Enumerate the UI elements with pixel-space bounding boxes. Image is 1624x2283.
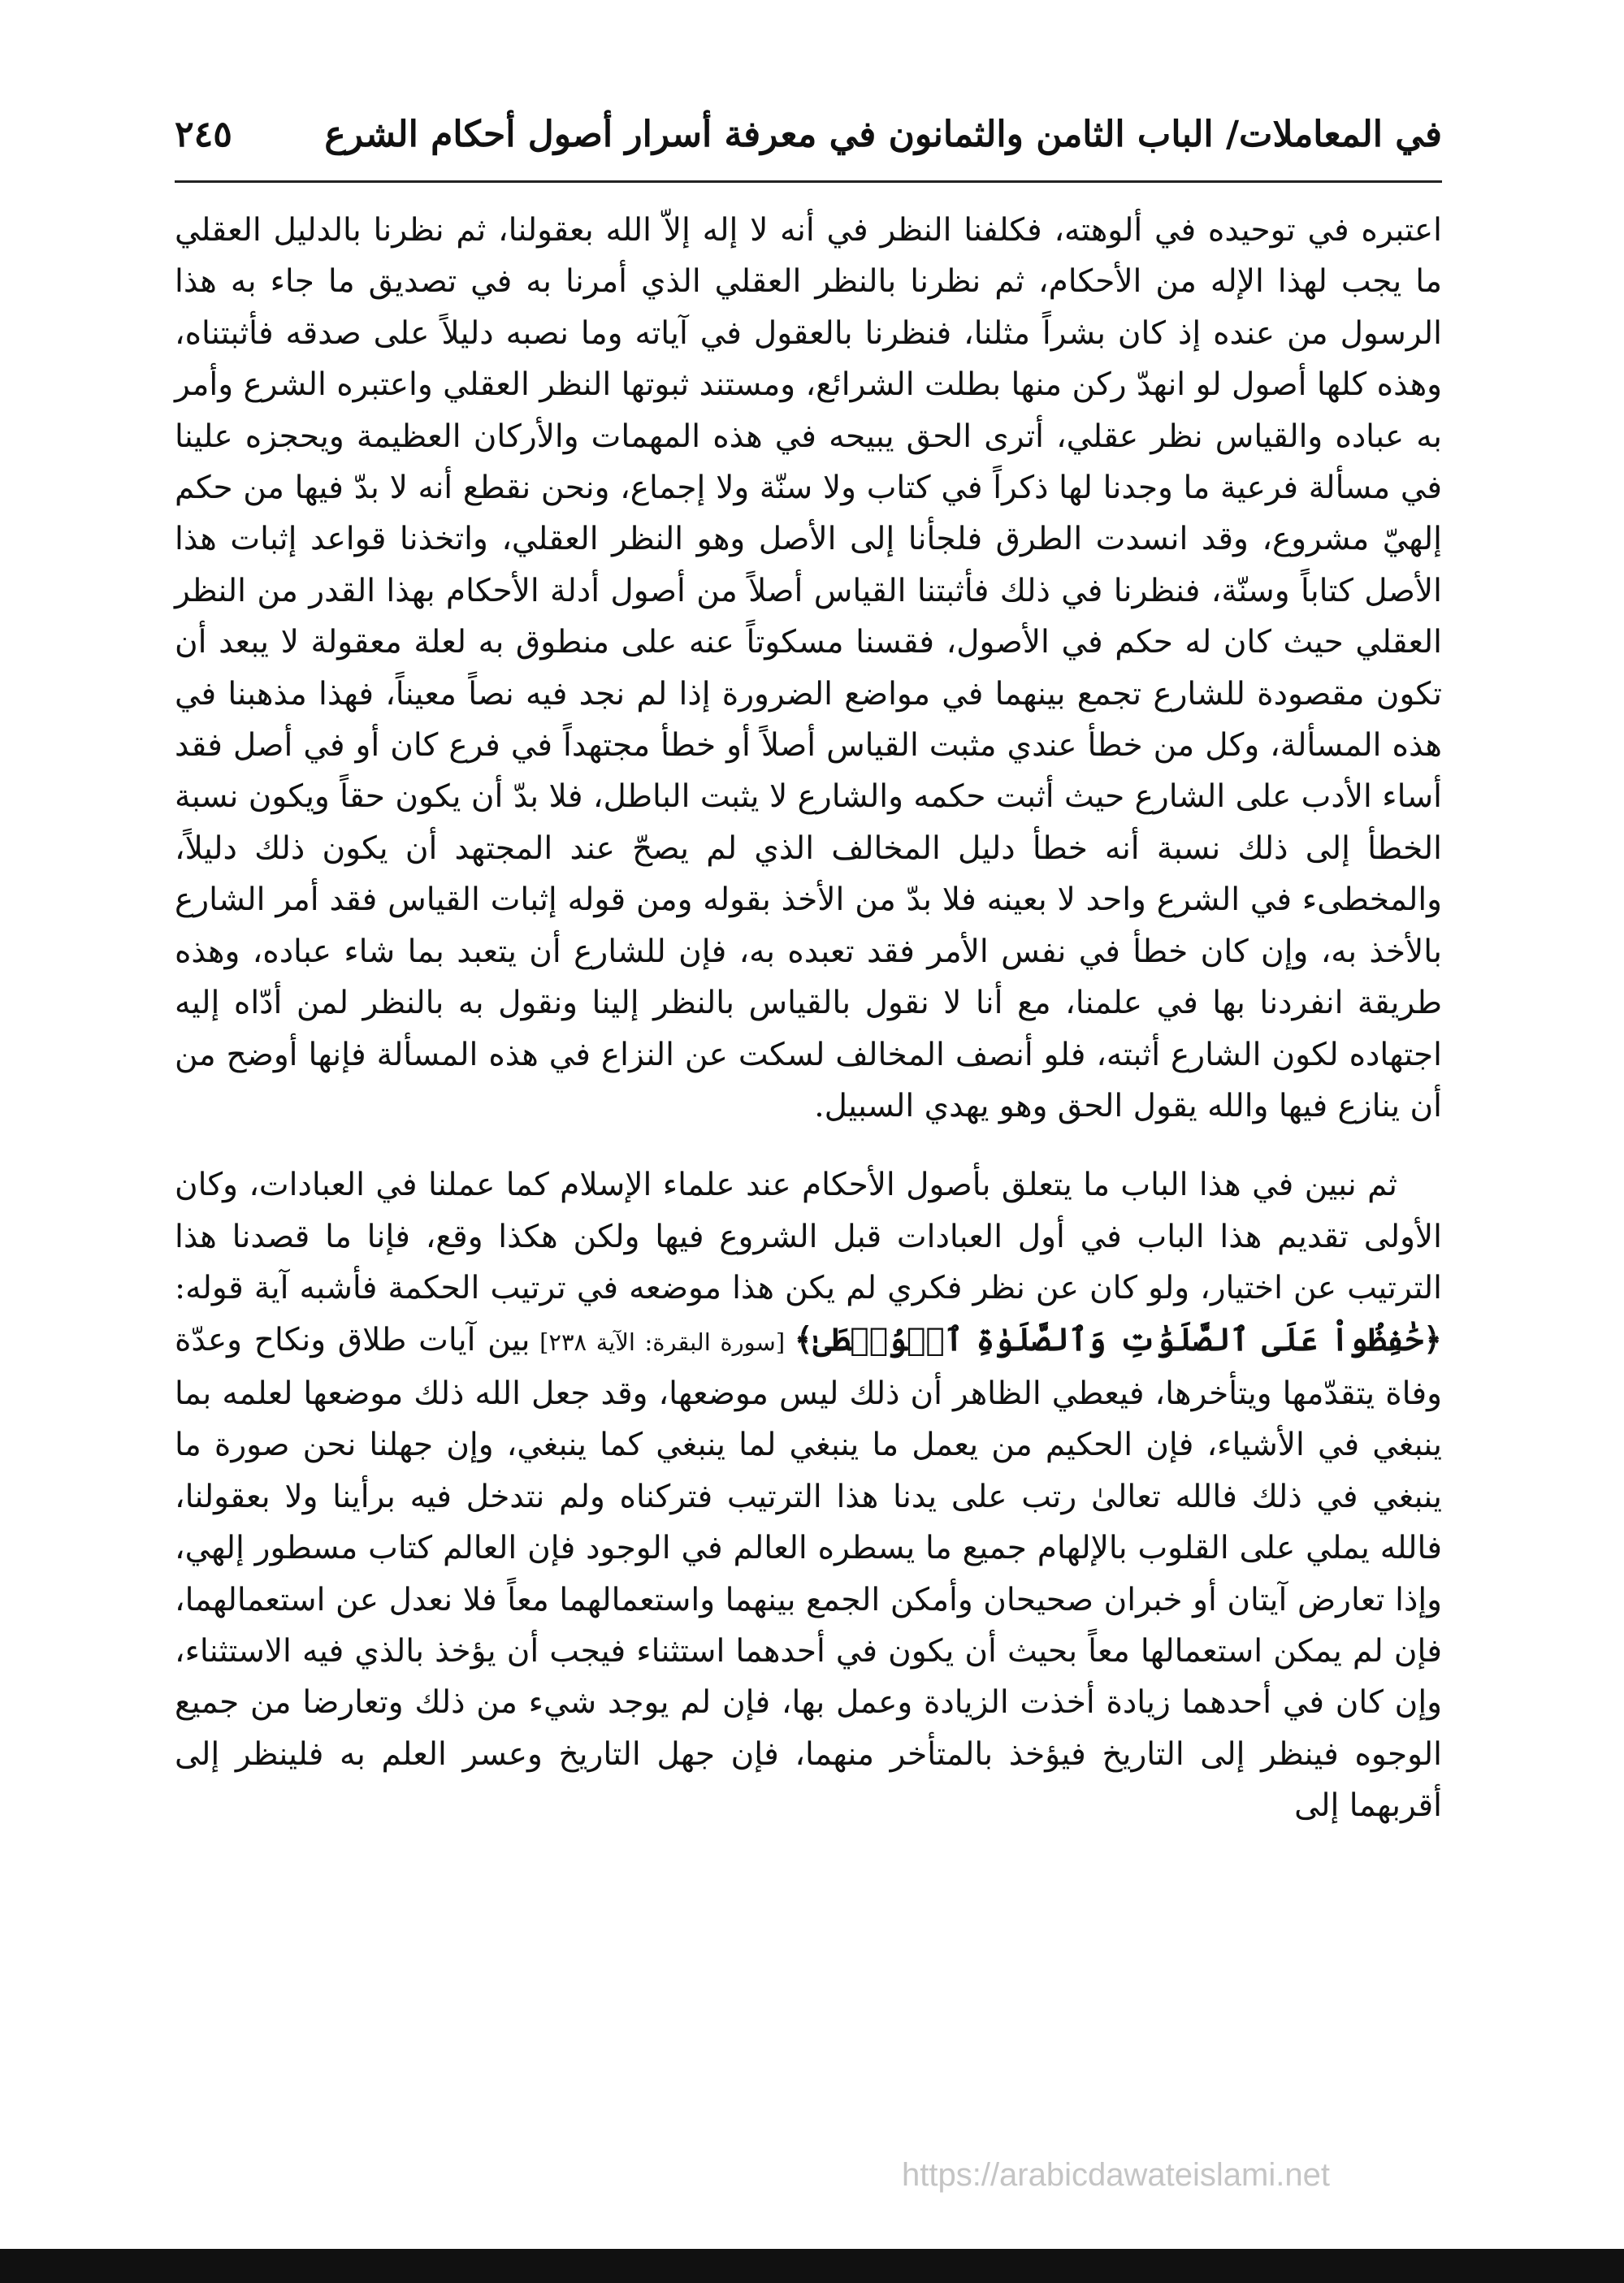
header-divider bbox=[175, 180, 1442, 183]
paragraph-text: ثم نبين في هذا الباب ما يتعلق بأصول الأحكام عند علماء الإسلام كما عملنا في العبادات، وكان الأولى تقديم هذا الباب في أول العبادات قبل الشروع فيها ولكن هكذا وقع، فإنا ما قصدنا هذا الترتيب عن اختيار، ولو كان عن نظر فكري لم يكن هذا موضعه في ترتيب الحكمة فأشبه آية قوله: bbox=[175, 1167, 1442, 1307]
page-header bbox=[175, 114, 1442, 171]
page-body bbox=[175, 205, 1442, 1832]
quran-verse: ﴿حَٰفِظُواْ عَلَى ٱلصَّلَوَٰتِ وَٱلصَّلَوٰةِ ٱلۡوُسۡطَىٰ﴾ bbox=[794, 1320, 1442, 1358]
watermark-url: https://arabicdawateislami.net bbox=[902, 2157, 1330, 2193]
paragraph: اعتبره في توحيده في ألوهته، فكلفنا النظر في أنه لا إله إلاّ الله بعقولنا، ثم نظرنا بالدليل العقلي ما يجب لهذا الإله من الأحكام، ثم نظرنا بالنظر العقلي الذي أمرنا به في تصديق ما جاء به هذا الرسول من عنده إذ كان بشراً مثلنا، فنظرنا بالعقول في آياته وما نصبه دليلاً على صدقه فأثبتناه، وهذه كلها أصول لو انهدّ ركن منها بطلت الشرائع، ومستند ثبوتها النظر العقلي واعتبره الشرع وأمر به عباده والقياس نظر عقلي، أترى الحق يبيحه في هذه المهمات والأركان العظيمة ويحجزه علينا في مسألة فرعية ما وجدنا لها ذكراً في كتاب ولا سنّة ولا إجماع، ونحن نقطع أنه لا بدّ فيها من حكم إلهيّ مشروع، وقد انسدت الطرق فلجأنا إلى الأصل وهو النظر العقلي، واتخذنا قواعد إثبات هذا الأصل كتاباً وسنّة، فنظرنا في ذلك فأثبتنا القياس أصلاً من أصول أدلة الأحكام بهذا القدر من النظر العقلي حيث كان له حكم في الأصول، فقسنا مسكوتاً عنه على منطوق به لعلة معقولة لا يبعد أن تكون مقصودة للشارع تجمع بينهما في مواضع الضرورة إذا لم نجد فيه نصاً معيناً، فهذا مذهبنا في هذه المسألة، وكل من خطأ عندي مثبت القياس أصلاً أو خطأ مجتهداً في فرع كان أو في أصل فقد أساء الأدب على الشارع حيث أثبت حكمه والشارع لا يثبت الباطل، فلا بدّ أن يكون حقاً ويكون نسبة الخطأ إلى ذلك نسبة أنه خطأ دليل المخالف الذي لم يصحّ عند المجتهد أن يكون ذلك دليلاً، والمخطىء في الشرع واحد لا بعينه فلا بدّ من الأخذ بقوله ومن قوله إثبات القياس فقد أمر الشارع بالأخذ به، وإن كان خطأ في نفس الأمر فقد تعبده به، فإن للشارع أن يتعبد بما شاء عباده، وهذه طريقة انفردنا بها في علمنا، مع أنا لا نقول بالقياس بالنظر إلينا ونقول به بالنظر لمن أدّاه إليه اجتهاده لكون الشارع أثبته، فلو أنصف المخالف لسكت عن النزاع في هذه المسألة فإنها أوضح من أن ينازع فيها والله يقول الحق وهو يهدي السبيل. bbox=[175, 212, 1442, 1124]
running-header-title: في المعاملات/ الباب الثامن والثمانون في معرفة أسرار أصول أحكام الشرع bbox=[324, 114, 1442, 155]
paragraph bbox=[175, 1159, 1442, 1831]
page-number: ٢٤٥ bbox=[175, 114, 232, 155]
paragraph-text: بين آيات طلاق ونكاح وعدّة وفاة يتقدّمها ويتأخرها، فيعطي الظاهر أن ذلك ليس موضعها، وقد جعل الله ذلك موضعها لعلمه بما ينبغي في الأشياء، فإن الحكيم من يعمل ما ينبغي لما ينبغي كما ينبغي، وإن جهلنا نحن صورة ما ينبغي في ذلك فالله تعالىٰ رتب على يدنا هذا الترتيب فتركناه ولم نتدخل فيه برأينا ولا بعقولنا، فالله يملي على القلوب بالإلهام جميع ما يسطره العالم في الوجود فإن العالم كتاب مسطور إلهي، وإذا تعارض آيتان أو خبران صحيحان وأمكن الجمع بينهما واستعمالهما معاً فلا نعدل عن استعمالهما، فإن لم يمكن استعمالها معاً بحيث أن يكون في أحدهما استثناء فيجب أن يؤخذ بالذي فيه الاستثناء، وإن كان في أحدهما زيادة أخذت الزيادة وعمل بها، فإن لم يوجد شيء من ذلك وتعارضا من جميع الوجوه فينظر إلى التاريخ فيؤخذ بالمتأخر منهما، فإن جهل التاريخ وعسر العلم به فلينظر إلى أقربهما إلى bbox=[175, 1321, 1442, 1825]
scan-bottom-border bbox=[0, 2249, 1624, 2283]
verse-reference: [سورة البقرة: الآية ٢٣٨] bbox=[530, 1328, 795, 1356]
